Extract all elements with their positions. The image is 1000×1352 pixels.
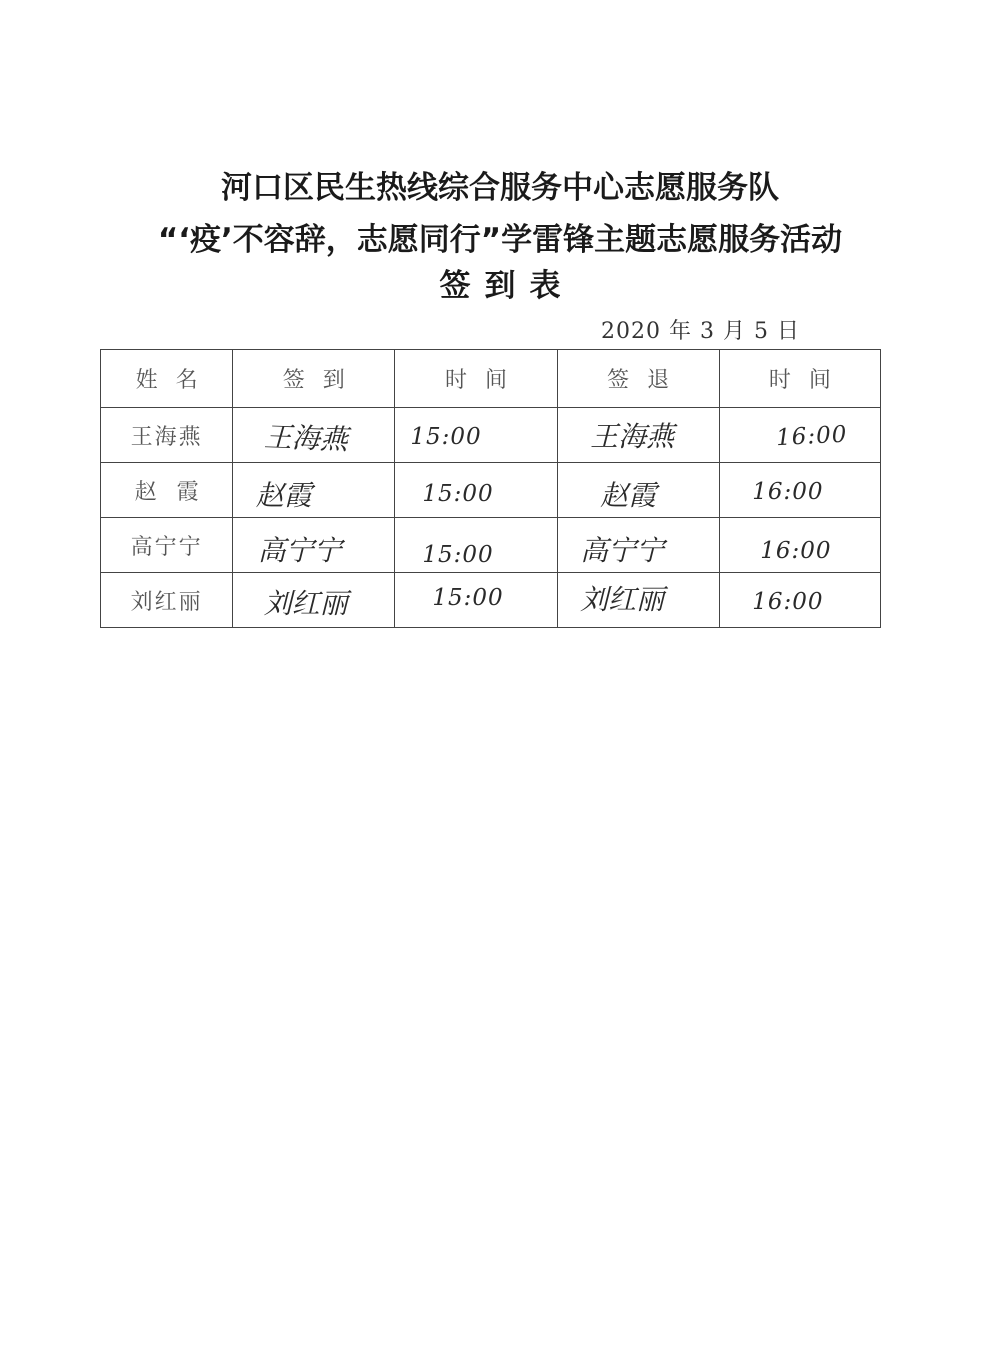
sign-out-time: 16:00 (752, 479, 824, 505)
row-out-time-cell (719, 573, 880, 628)
row-name: 高宁宁 (101, 518, 233, 573)
sign-in-signature: 赵霞 (255, 479, 312, 512)
sign-in-signature: 高宁宁 (257, 534, 342, 567)
row-in-time-cell (395, 573, 557, 628)
table-row (101, 408, 881, 463)
sign-out-time: 16:00 (775, 421, 849, 452)
sign-in-time: 15:00 (422, 481, 494, 507)
row-sign-out-cell (557, 573, 719, 628)
row-out-time-cell (719, 408, 880, 463)
row-name: 赵霞 (101, 463, 233, 518)
row-out-time-cell (719, 518, 880, 573)
activity-title: “‘疫’不容辞，志愿同行”学雷锋主题志愿服务活动 (157, 222, 843, 258)
row-sign-out-cell (557, 408, 719, 463)
row-sign-in-cell (233, 573, 395, 628)
row-name: 王海燕 (101, 408, 233, 463)
row-sign-in-cell (233, 518, 395, 573)
organization-title: 河口区民生热线综合服务中心志愿服务队 (221, 170, 779, 206)
sign-out-signature: 王海燕 (590, 420, 675, 453)
sheet-title: 签到表 (439, 268, 575, 304)
header-sign-out: 签退 (557, 350, 719, 408)
sign-out-time: 16:00 (760, 538, 832, 564)
sign-out-signature: 赵霞 (600, 479, 657, 512)
sign-in-signature: 刘红丽 (263, 587, 348, 620)
row-sign-out-cell (557, 463, 719, 518)
sign-in-time: 15:00 (422, 542, 494, 568)
header-out-time: 时间 (719, 350, 880, 408)
row-in-time-cell (395, 518, 557, 573)
table-row (101, 463, 881, 518)
row-in-time-cell (395, 408, 557, 463)
row-in-time-cell (395, 463, 557, 518)
sign-in-time: 15:00 (410, 424, 482, 450)
sign-out-signature: 高宁宁 (580, 534, 665, 567)
table-row (101, 573, 881, 628)
sign-out-signature: 刘红丽 (580, 583, 665, 616)
table-row (101, 518, 881, 573)
row-sign-in-cell (233, 463, 395, 518)
header-in-time: 时间 (395, 350, 557, 408)
sheet-date: 2020 年 3 月 5 日 (601, 319, 800, 344)
sign-in-signature: 王海燕 (263, 420, 349, 457)
row-sign-in-cell (233, 408, 395, 463)
sign-in-time: 15:00 (432, 585, 504, 611)
header-row (101, 350, 881, 408)
row-out-time-cell (719, 463, 880, 518)
header-sign-in: 签到 (233, 350, 395, 408)
row-name: 刘红丽 (101, 573, 233, 628)
row-sign-out-cell (557, 518, 719, 573)
attendance-table (100, 349, 881, 628)
sign-out-time: 16:00 (752, 589, 824, 615)
header-name: 姓名 (101, 350, 233, 408)
